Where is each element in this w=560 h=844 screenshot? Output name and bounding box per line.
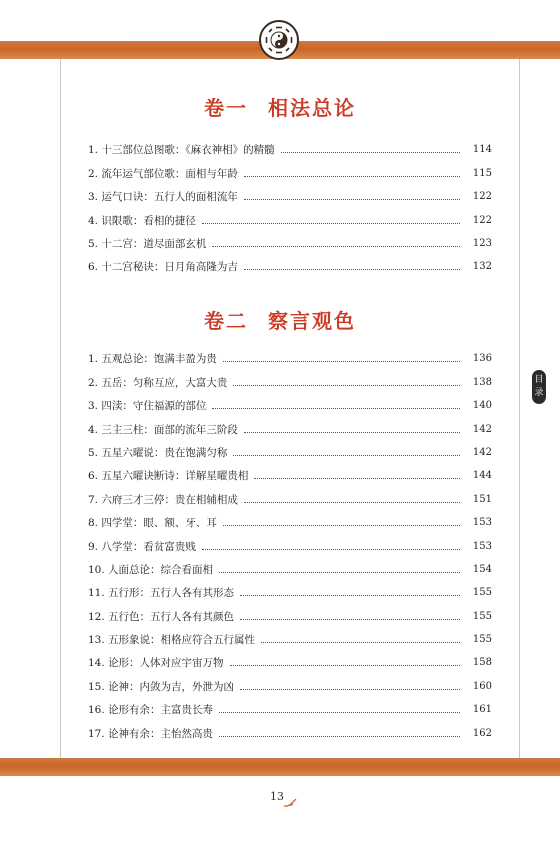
toc-entry-title: 16. 论形有余：主富贵长寿 [88,704,214,717]
toc-entry[interactable] [88,181,492,204]
leader-dots [212,408,460,409]
toc-entry[interactable] [88,717,492,740]
page-ornament-icon [283,798,297,808]
toc-entry-title: 11. 五行形：五行人各有其形态 [88,587,235,600]
toc-entry[interactable] [88,366,492,389]
volume1-title-name: 相法总论 [268,96,356,120]
leader-dots [230,665,460,666]
toc-entry-page: 122 [472,214,492,226]
toc-entry[interactable] [88,600,492,623]
toc-entry[interactable] [88,694,492,717]
leader-dots [233,385,460,386]
toc-entry-title: 6. 五星六曜诀断诗：详解星曜贵相 [88,470,249,483]
volume2-title-number: 卷二 [204,309,248,333]
side-tab-char-2: 录 [534,388,544,398]
toc-entry-title: 3. 四渎：守住福源的部位 [88,400,207,413]
toc-entry-title: 3. 运气口诀：五行人的面相流年 [88,191,238,204]
toc-entry-page: 155 [472,634,492,646]
volume2-title [0,305,560,334]
toc-entry[interactable] [88,483,492,506]
leader-dots [281,152,460,153]
toc-entry[interactable] [88,507,492,530]
toc-entry-page: 132 [472,261,492,273]
toc-entry-title: 12. 五行色：五行人各有其颜色 [88,610,235,623]
toc-entry-title: 13. 五形象说：相格应符合五行属性 [88,634,256,647]
leader-dots [254,478,460,479]
leader-dots [240,689,460,690]
toc-entry-page: 153 [472,517,492,529]
toc-entry[interactable] [88,647,492,670]
toc-entry-title: 6. 十二宫秘诀：日月角高隆为吉 [88,261,238,274]
leader-dots [233,455,460,456]
toc-entry-page: 161 [472,704,492,716]
toc-entry[interactable] [88,460,492,483]
volume1-title [0,92,560,121]
toc-entry-page: 136 [472,353,492,365]
toc-entry-page: 155 [472,610,492,622]
toc-entry-page: 160 [472,680,492,692]
toc-entry-page: 158 [472,657,492,669]
leader-dots [202,549,460,550]
leader-dots [244,176,460,177]
toc-entry[interactable] [88,577,492,600]
leader-dots [244,269,460,270]
toc-entry-title: 15. 论神：内敛为吉，外泄为凶 [88,680,235,693]
toc-entry-title: 5. 十二宫：道尽面部玄机 [88,237,207,250]
toc-entry-page: 155 [472,587,492,599]
bottom-decorative-band [0,758,560,776]
leader-dots [219,736,460,737]
leader-dots [223,525,460,526]
toc-entry[interactable] [88,343,492,366]
toc-entry-title: 17. 论神有余：主怡然高贵 [88,727,214,740]
toc-entry-title: 2. 五岳：匀称互应，大富大贵 [88,376,228,389]
toc-entry[interactable] [88,251,492,274]
toc-entry-title: 4. 识限歌：看相的捷径 [88,214,196,227]
taiji-bagua-icon [259,20,299,60]
volume1-title-number: 卷一 [204,96,248,120]
toc-entry-title: 8. 四学堂：眼、额、牙、耳 [88,517,217,530]
toc-entry-title: 5. 五星六曜说：贵在饱满匀称 [88,446,228,459]
leader-dots [244,432,460,433]
toc-entry[interactable] [88,530,492,553]
leader-dots [240,619,460,620]
leader-dots [244,199,460,200]
toc-entry-page: 123 [472,237,492,249]
toc-entry-page: 144 [472,470,492,482]
toc-entry-page: 122 [472,191,492,203]
toc-entry[interactable] [88,624,492,647]
toc-entry-title: 1. 五观总论：饱满丰盈为贵 [88,353,217,366]
toc-entry-page: 142 [472,446,492,458]
leader-dots [261,642,460,643]
toc-entry-page: 114 [472,144,492,156]
leader-dots [244,502,460,503]
toc-entry[interactable] [88,134,492,157]
toc-entry[interactable] [88,670,492,693]
side-tab-char-1: 目 [534,375,544,385]
toc-entry[interactable] [88,228,492,251]
toc-entry-title: 4. 三主三柱：面部的流年三阶段 [88,423,238,436]
leader-dots [212,246,460,247]
toc-entry[interactable] [88,157,492,180]
leader-dots [202,223,460,224]
volume2-toc-list [88,343,492,741]
volume1-toc-list [88,134,492,274]
toc-entry-page: 142 [472,423,492,435]
toc-entry[interactable] [88,390,492,413]
toc-entry[interactable] [88,413,492,436]
toc-entry-title: 9. 八学堂：看贫富贵贱 [88,540,196,553]
toc-entry-page: 115 [472,167,492,179]
volume2-title-name: 察言观色 [268,309,356,333]
toc-entry-page: 138 [472,376,492,388]
toc-entry[interactable] [88,204,492,227]
toc-entry-page: 140 [472,400,492,412]
leader-dots [219,712,460,713]
toc-side-tab[interactable] [532,370,546,404]
toc-entry-title: 10. 人面总论：综合看面相 [88,563,214,576]
toc-entry-page: 154 [472,563,492,575]
toc-entry-title: 7. 六府三才三停：贵在相辅相成 [88,493,238,506]
toc-entry-page: 153 [472,540,492,552]
leader-dots [223,361,460,362]
toc-entry[interactable] [88,554,492,577]
page-number: 13 [270,790,284,803]
toc-entry-title: 1. 十三部位总图歌：《麻衣神相》的精髓 [88,144,275,157]
toc-entry-page: 151 [472,493,492,505]
toc-entry-title: 2. 流年运气部位歌：面相与年龄 [88,167,238,180]
leader-dots [219,572,460,573]
toc-entry-title: 14. 论形：人体对应宇宙万物 [88,657,224,670]
toc-entry-page: 162 [472,727,492,739]
leader-dots [240,595,460,596]
toc-entry[interactable] [88,437,492,460]
